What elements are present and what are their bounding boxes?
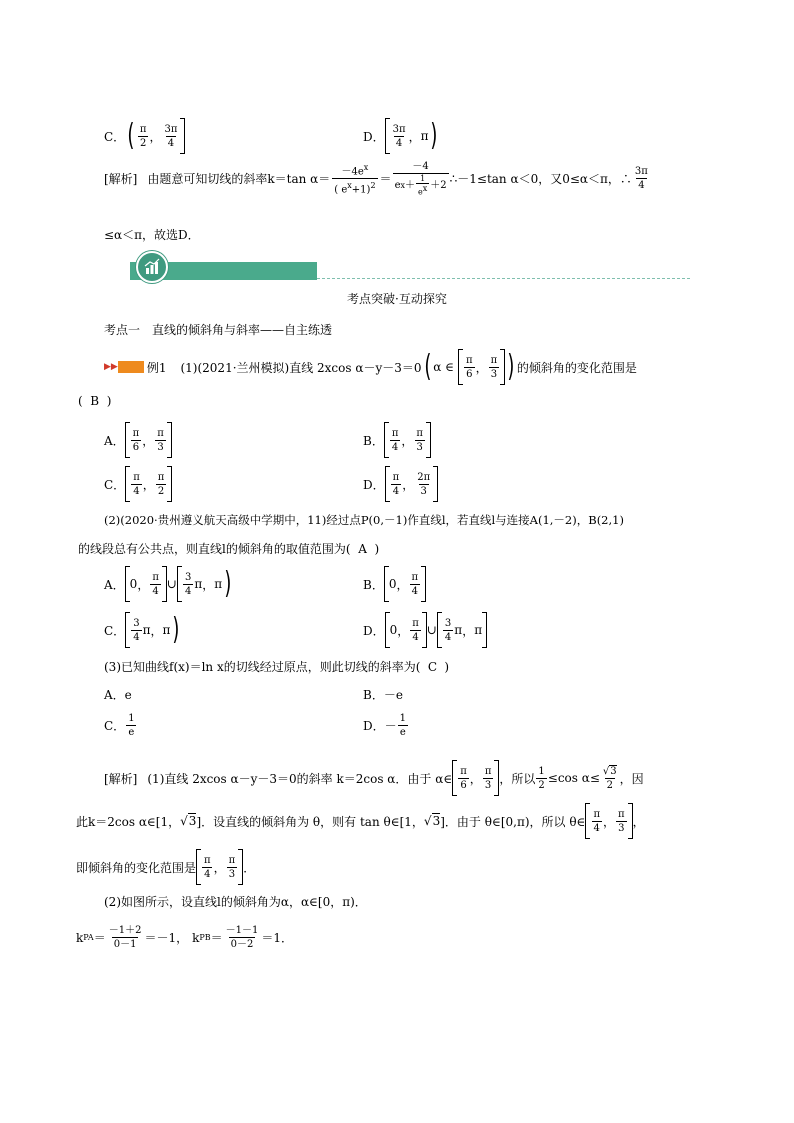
right-paren: ) [224,566,232,601]
numerator: π [133,471,140,483]
right-paren: ) [172,612,180,647]
denominator [393,173,449,197]
solution-text: ∴－1≤tan α＜0， [449,171,551,186]
denominator: 4 [204,868,211,880]
denominator: 3 [484,779,492,791]
numerator: －4 [412,161,429,172]
fraction [150,571,161,598]
k-symbol: k [192,930,200,945]
comma: ， [142,433,155,448]
subscript: PB [199,933,211,942]
fraction [443,617,453,644]
superscript: x [347,180,352,190]
fraction [458,765,469,792]
denominator: 4 [593,822,600,834]
numerator: －1－1 [225,925,259,936]
right-bracket [421,566,426,602]
answer-paren: ) [444,660,450,674]
fraction [202,854,213,881]
numerator: 3π [634,165,648,177]
numerator: π [152,571,159,583]
solution-text: 由题意可知切线的斜率k＝tan α＝ [147,171,331,186]
solution-text: ≤cos α≤ [547,771,600,785]
denominator: 0－2 [230,939,254,950]
zero: 0 [129,577,138,591]
fraction [393,160,449,197]
fraction [398,712,408,739]
left-bracket [125,422,130,458]
comma: ， [462,623,475,638]
comma: ， [202,577,215,592]
denominator: 4 [167,137,175,149]
q1-option-d [363,466,438,502]
superscript: x [363,162,369,172]
example-marker [118,361,144,373]
den-tail: ＋2 [430,179,447,191]
q3-text [104,658,449,675]
solution-line4: (2)如图所示，设直线l的倾斜角为α，α∈[0，π)． [104,895,367,909]
denominator: 0－1 [113,939,137,950]
comma: ， [150,623,163,638]
fraction [601,765,619,792]
denominator: 2 [157,485,165,497]
left-bracket [437,612,442,648]
denominator [332,178,377,196]
q3-option-a: A．e [104,688,132,702]
option-label: D． [363,129,385,144]
left-bracket [385,466,390,502]
denominator: 6 [466,368,473,380]
den-text: e [394,179,401,191]
fraction [415,471,432,498]
fraction [131,617,141,644]
superscript: x [422,184,428,193]
denominator: e [128,727,135,738]
solution-line3 [76,849,255,885]
right-bracket [167,422,172,458]
left-bracket [385,118,390,154]
question-text: (1)(2021·兰州模拟)直线 2xcos α－y－3＝0 [180,360,422,375]
q3-option-d [363,712,409,739]
answer-paren: ( [78,394,83,408]
comma: ， [401,433,414,448]
prev-option-c [104,118,185,154]
fraction [414,427,425,454]
prev-solution-line1 [104,160,651,197]
den-text: e [418,187,423,197]
numerator: 1 [128,713,135,724]
sqrt: √3 [423,814,441,828]
q1-option-c [104,466,172,502]
left-paren: ( [127,118,135,153]
left-bracket [177,566,182,602]
numerator: π [466,354,473,366]
numerator: π [411,571,419,583]
q1-option-a [104,422,172,458]
question-text: 的线段总有公共点，则直线l的倾斜角的取值范围为( [78,542,351,556]
fraction [138,123,149,150]
numerator: π [132,427,140,439]
numerator: 1 [538,765,545,777]
answer-value: A [358,542,367,556]
right-bracket [482,612,487,648]
sqrt: √3 [180,814,197,828]
answer-paren: ) [106,394,112,408]
denominator: 2 [538,779,545,791]
solution-text: ]．由于 θ∈[0,π)，所以 θ∈ [440,814,586,829]
solution-text: 又0≤α＜π，∴ [550,171,632,186]
q2-option-d [363,612,487,648]
numerator: 3π [164,123,178,135]
fraction [183,571,193,598]
condition-text: α ∈ [433,360,455,374]
right-bracket [180,118,185,154]
den-tail: +1) [351,184,371,196]
radicand: 3 [188,814,197,828]
fraction [332,161,377,197]
example-label: 例1 [146,360,167,375]
inner-fraction [416,174,429,197]
q1-option-b [363,422,431,458]
comma: ， [408,129,421,144]
denominator: e [399,727,406,738]
right-bracket [433,466,438,502]
option-label: B． [363,433,384,448]
q3-option-b: B．－e [363,688,403,702]
k-symbol: k [76,930,84,945]
fraction [409,571,420,598]
denominator [416,183,429,197]
numerator: π [416,427,423,439]
denominator: 4 [133,485,140,497]
option-label: A． [104,577,125,592]
numerator: π [204,854,211,866]
superscript: 2 [370,180,376,190]
denominator: 3 [618,822,625,834]
left-bracket [585,803,590,839]
numerator: 3 [184,571,192,583]
numerator: π [157,427,164,439]
option-label: D． [363,623,385,638]
radicand: 3 [432,814,441,828]
question-text: 的倾斜角的变化范围是 [516,360,637,375]
numerator: π [228,854,236,866]
comma: ， [149,129,162,144]
solution-text: ，所以 [499,771,536,786]
pi: π [474,623,483,637]
fraction [224,924,261,951]
option-label: C． [104,477,126,492]
left-bracket [384,422,389,458]
numerator: 2π [417,471,431,483]
fraction [390,427,401,454]
fraction [131,471,142,498]
prev-option-d [363,118,440,154]
solution-label: [解析] [104,771,138,786]
right-bracket [500,349,505,385]
fraction [107,924,144,951]
comma: ， [469,771,482,786]
denominator: 4 [152,585,159,597]
option-label: D．－ [363,719,397,733]
equals: ＝ [379,171,392,186]
numerator: π [490,354,498,366]
solution-line5 [76,924,293,951]
numerator: π [139,123,147,135]
section-banner-title: 考点突破·互动探究 [347,292,447,306]
solution-text: ，因 [619,771,644,786]
fraction [163,123,180,150]
numerator: π [460,765,467,777]
right-paren: ) [430,118,438,153]
solution-label: [解析] [104,171,138,186]
q2-text-line2 [78,540,379,557]
subscript: PA [83,933,94,942]
zero: 0 [388,577,397,591]
pi: π [162,623,171,637]
denominator: 3 [157,441,164,453]
comma: ， [475,360,488,375]
result-text: ＝－1， [144,931,189,945]
numerator: π [392,471,400,483]
option-label: A． [104,433,125,448]
solution-line2 [76,803,645,839]
union: ∪ [166,577,177,591]
left-bracket [125,612,130,648]
denominator: 6 [460,779,467,791]
fraction [483,765,494,792]
numerator: －1＋2 [108,925,142,936]
denominator: 3 [490,368,498,380]
q2-option-a [104,566,234,602]
numerator: 3 [444,617,452,629]
left-bracket [458,349,463,385]
comma: ， [142,477,155,492]
comma: ， [137,577,150,592]
den-text: ( e [334,184,348,196]
option-label: C． [104,129,126,144]
comma: ， [397,623,410,638]
numerator: π [391,427,399,439]
double-arrow-icon: ▶▶ [104,362,118,372]
fraction [591,808,602,835]
denominator: 4 [391,441,399,453]
fraction [227,854,238,881]
option-label: C． [104,623,126,638]
fraction [391,471,402,498]
numerator: √3 [602,765,617,777]
solution-text: ． [243,860,256,875]
plus: ＋ [405,179,415,191]
fraction [616,808,627,835]
num-text: －4e [341,165,364,177]
denominator: 2 [606,779,613,791]
equals: ＝ [210,931,223,945]
q3-option-c [104,712,138,739]
comma: ， [396,577,409,592]
fraction [489,354,500,381]
section-banner-divider [317,278,690,279]
fraction [633,165,650,192]
comma: ， [402,477,415,492]
fraction [410,617,421,644]
numerator: π [618,808,625,820]
left-bracket [196,849,201,885]
denominator: 3 [416,441,423,453]
answer-paren: ) [374,542,380,556]
numerator: 3π [392,123,406,135]
numerator: π [157,471,165,483]
zero: 0 [389,623,398,637]
result-text: ＝1． [261,931,294,945]
q2-text-line1: (2)(2020·贵州遵义航天高级中学期中，11)经过点P(0,－1)作直线l，若直线l与连接A(1,－2)，B(2,1) [104,513,624,527]
option-label: D． [363,477,385,492]
numerator: 3 [133,617,140,629]
denominator: 4 [133,631,140,643]
denominator: 6 [132,441,140,453]
superscript: x [400,180,405,190]
pi: π [142,623,151,637]
pi: π [454,623,463,637]
solution-text: (1)直线 2xcos α－y－3＝0的斜率 k＝2cos α．由于 α∈ [147,771,453,786]
numerator [340,161,371,178]
q1-answer [78,394,111,408]
numerator: π [412,617,419,629]
equals: ＝ [93,931,106,945]
fraction [156,471,167,498]
prev-solution-line2: ≤α＜π，故选D． [104,228,200,242]
fraction [155,427,166,454]
option-label: C． [104,719,126,733]
denominator: 4 [638,179,645,191]
denominator: 4 [444,631,452,643]
union: ∪ [426,623,437,637]
example1-question1 [104,349,637,385]
numerator: π [593,808,601,820]
denominator: 4 [395,137,403,149]
denominator: 3 [228,868,236,880]
fraction [131,427,142,454]
left-bracket [452,760,457,796]
solution-text: ， [632,814,645,829]
right-paren: ) [507,349,515,384]
fraction [464,354,475,381]
answer-value: B [90,394,100,408]
comma: ， [213,860,226,875]
answer-value: C [427,660,437,674]
pi: π [214,577,223,591]
option-label: B． [363,577,384,592]
topic-heading: 考点一 直线的倾斜角与斜率——自主练透 [104,323,333,337]
comma: ， [603,814,616,829]
fraction [536,765,546,792]
denominator: 4 [411,585,418,597]
denominator: 3 [420,485,427,497]
denominator: 2 [140,137,147,149]
denominator: 4 [392,485,400,497]
radicand: 3 [610,765,617,777]
left-bracket [125,466,130,502]
q2-option-b [363,566,426,602]
denominator: 4 [184,585,192,597]
solution-text: ]．设直线的倾斜角为 θ，则有 tan θ∈[1， [196,814,424,829]
q2-option-c [104,612,182,648]
right-bracket [426,422,431,458]
numerator: 1 [399,713,406,724]
fraction [126,712,136,739]
solution-line1 [104,760,644,796]
denominator: 4 [412,631,419,643]
question-text: (3)已知曲线f(x)＝ln x的切线经过原点，则此切线的斜率为( [104,660,421,674]
bar-chart-icon [136,251,168,283]
numerator: π [484,765,492,777]
left-paren: ( [423,349,431,384]
pi: π [194,577,203,591]
solution-text: 此k＝2cos α∈[1， [76,814,181,829]
solution-text: 即倾斜角的变化范围是 [76,860,197,875]
fraction [391,123,408,150]
numerator: 1 [420,174,426,183]
right-bracket [167,466,172,502]
pi: π [420,129,429,143]
